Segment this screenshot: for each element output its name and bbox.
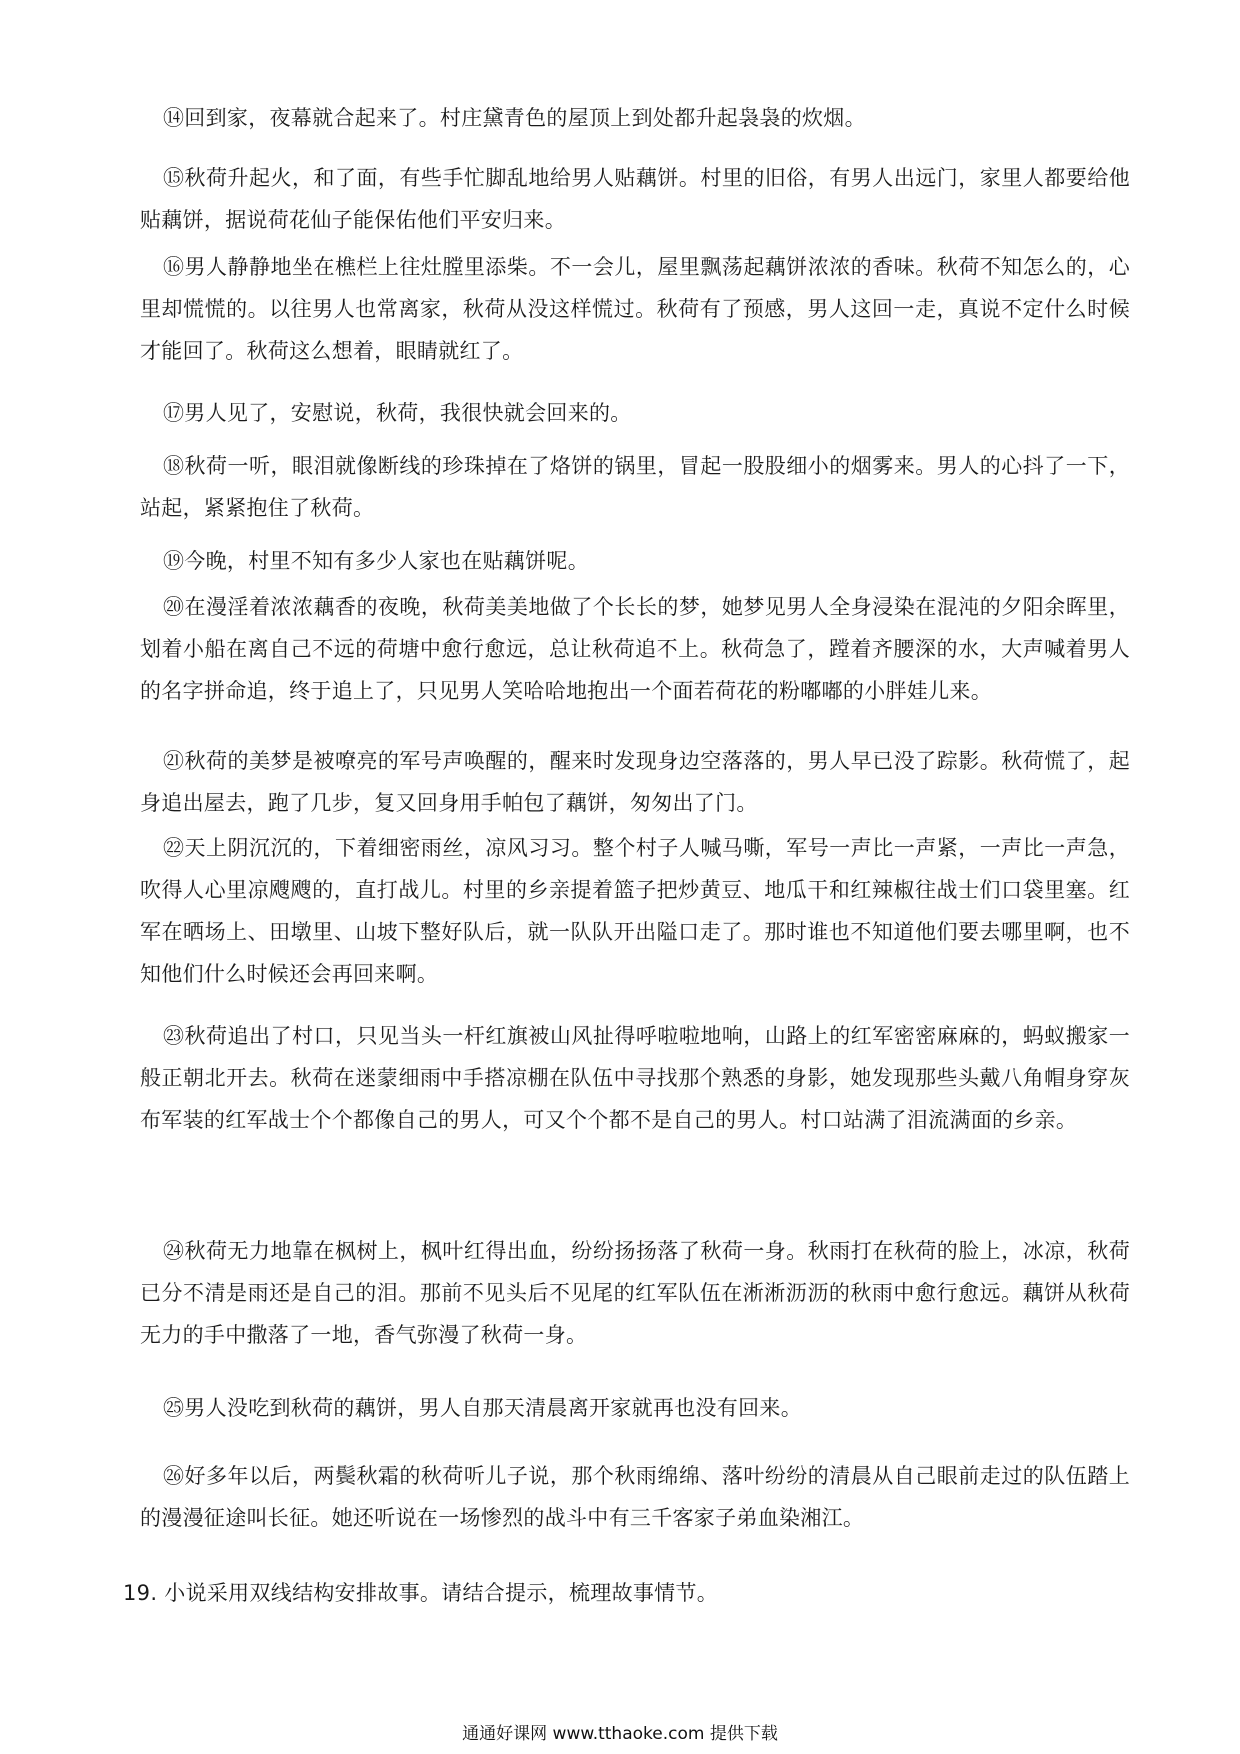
page-footer: 通通好课网 www.tthaoke.com 提供下载 <box>462 1724 778 1744</box>
paragraph-22: ㉒天上阴沉沉的，下着细密雨丝，凉风习习。整个村子人喊马嘶，军号一声比一声紧，一声比一声急，吹得人心里凉飕飕的，直打战儿。村里的乡亲提着篮子把炒黄豆、地瓜干和红辣椒往战士们口袋里塞。红军在晒场上、田墩里、山坡下整好队后，就一队队开出隘口走了。那时谁也不知道他们要去哪里啊，也不知他们什么时候还会再回来啊。 <box>140 836 1130 986</box>
paragraph-15: ⑮秋荷升起火，和了面，有些手忙脚乱地给男人贴藕饼。村里的旧俗，有男人出远门，家里人都要给他贴藕饼，据说荷花仙子能保佑他们平安归来。 <box>140 166 1130 232</box>
paragraph-14: ⑭回到家，夜幕就合起来了。村庄黛青色的屋顶上到处都升起袅袅的炊烟。 <box>163 106 866 130</box>
paragraph-17: ⑰男人见了，安慰说，秋荷，我很快就会回来的。 <box>163 401 632 425</box>
paragraph-25: ㉕男人没吃到秋荷的藕饼，男人自那天清晨离开家就再也没有回来。 <box>163 1396 802 1420</box>
paragraph-16: ⑯男人静静地坐在樵栏上往灶膛里添柴。不一会儿，屋里飘荡起藕饼浓浓的香味。秋荷不知怎么的，心里却慌慌的。以往男人也常离家，秋荷从没这样慌过。秋荷有了预感，男人这回一走，真说不定什么时候才能回了。秋荷这么想着，眼睛就红了。 <box>140 255 1130 363</box>
paragraph-24: ㉔秋荷无力地靠在枫树上，枫叶红得出血，纷纷扬扬落了秋荷一身。秋雨打在秋荷的脸上，冰凉，秋荷已分不清是雨还是自己的泪。那前不见头后不见尾的红军队伍在淅淅沥沥的秋雨中愈行愈远。藕饼从秋荷无力的手中撒落了一地，香气弥漫了秋荷一身。 <box>140 1239 1130 1347</box>
paragraph-19: ⑲今晚，村里不知有多少人家也在贴藕饼呢。 <box>163 549 589 573</box>
paragraph-18: ⑱秋荷一听，眼泪就像断线的珍珠掉在了烙饼的锅里，冒起一股股细小的烟雾来。男人的心抖了一下，站起，紧紧抱住了秋荷。 <box>140 454 1130 520</box>
question-19: 19. 小说采用双线结构安排故事。请结合提示，梳理故事情节。 <box>123 1581 719 1605</box>
paragraph-20: ⑳在漫淫着浓浓藕香的夜晚，秋荷美美地做了个长长的梦，她梦见男人全身浸染在混沌的夕阳余晖里，划着小船在离自己不远的荷塘中愈行愈远，总让秋荷追不上。秋荷急了，蹚着齐腰深的水，大声喊着男人的名字拼命追，终于追上了，只见男人笑哈哈地抱出一个面若荷花的粉嘟嘟的小胖娃儿来。 <box>140 595 1130 703</box>
paragraph-23: ㉓秋荷追出了村口，只见当头一杆红旗被山风扯得呼啦啦地响，山路上的红军密密麻麻的，蚂蚁搬家一般正朝北开去。秋荷在迷蒙细雨中手搭凉棚在队伍中寻找那个熟悉的身影，她发现那些头戴八角帽身穿灰布军装的红军战士个个都像自己的男人，可又个个都不是自己的男人。村口站满了泪流满面的乡亲。 <box>140 1024 1130 1132</box>
paragraph-21: ㉑秋荷的美梦是被嘹亮的军号声唤醒的，醒来时发现身边空落落的，男人早已没了踪影。秋荷慌了，起身追出屋去，跑了几步，复又回身用手帕包了藕饼，匆匆出了门。 <box>140 749 1130 815</box>
paragraph-26: ㉖好多年以后，两鬓秋霜的秋荷听儿子说，那个秋雨绵绵、落叶纷纷的清晨从自己眼前走过的队伍踏上的漫漫征途叫长征。她还听说在一场惨烈的战斗中有三千客家子弟血染湘江。 <box>140 1464 1130 1530</box>
